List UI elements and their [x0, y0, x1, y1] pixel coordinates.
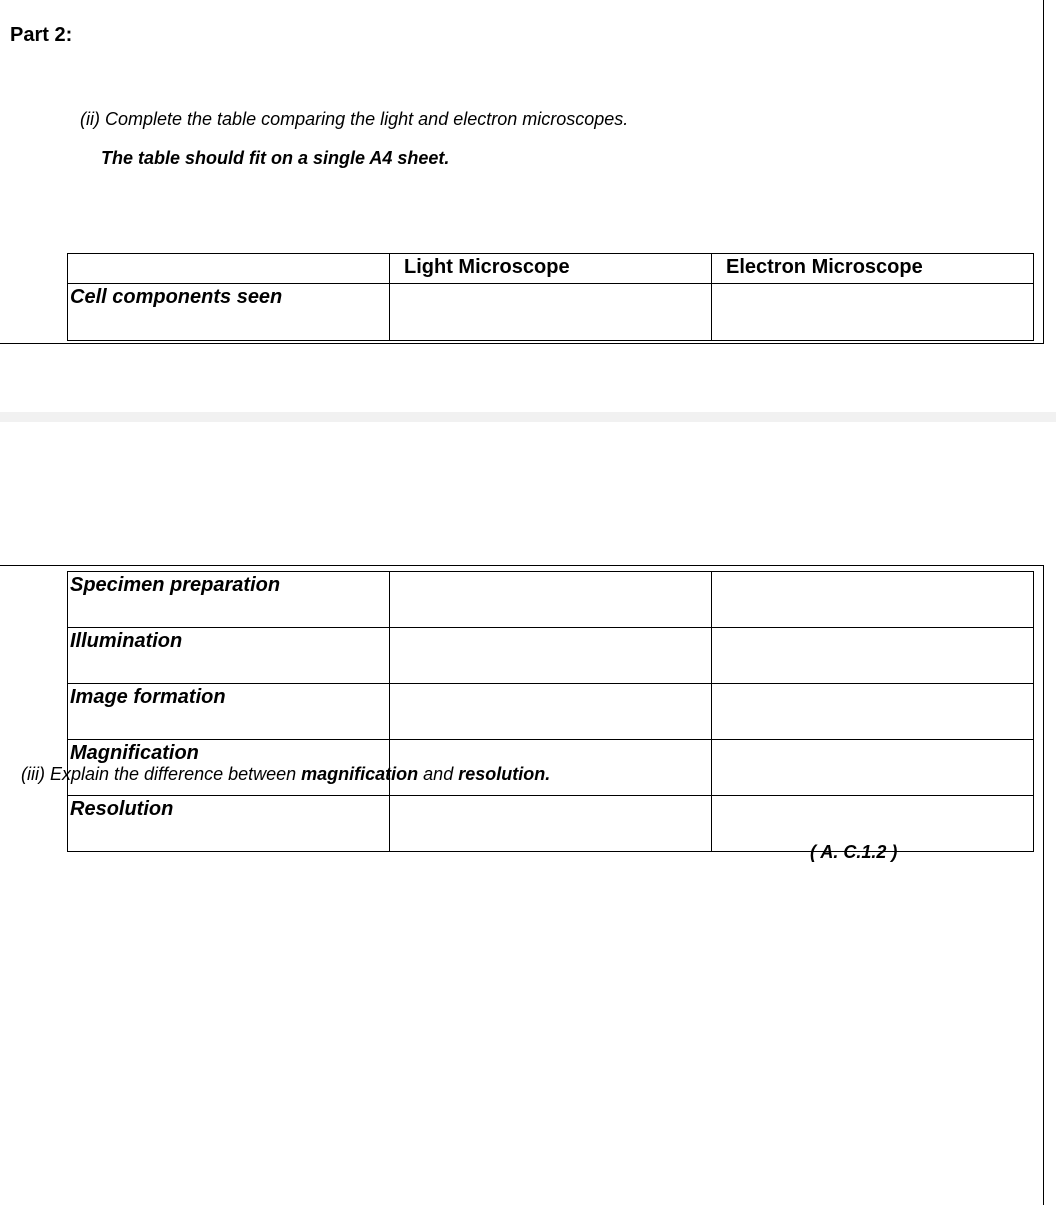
row-label-cell: [68, 572, 390, 628]
table-row: [68, 684, 1034, 740]
table-row: [68, 572, 1034, 628]
instruction-line: (ii) Complete the table comparing the light and electron microscopes.: [80, 109, 629, 129]
question-mid: and: [418, 764, 459, 784]
term-magnification: magnification: [301, 764, 419, 784]
row-label-cell: [68, 684, 390, 740]
electron-answer-cell[interactable]: [712, 684, 1034, 740]
question-iii: [21, 764, 550, 785]
page-separator: [0, 412, 1056, 422]
row-label: Specimen preparation: [70, 574, 281, 596]
term-resolution: resolution.: [458, 764, 551, 784]
row-label-cell: [68, 628, 390, 684]
row-label: Illumination: [70, 630, 183, 652]
electron-answer-cell[interactable]: [712, 284, 1034, 341]
header-light-microscope: Light Microscope: [390, 254, 712, 284]
instruction-emphasis: The table should fit on a single A4 sheet.: [101, 148, 450, 168]
header-electron-microscope: Electron Microscope: [712, 254, 1034, 284]
page-gap: [0, 344, 1056, 564]
page-1: [0, 0, 1044, 344]
table-row: [68, 628, 1034, 684]
comparison-table-continued: [67, 571, 1034, 852]
part-title: Part 2:: [10, 24, 73, 46]
light-answer-cell[interactable]: [390, 572, 712, 628]
row-label: Image formation: [70, 686, 226, 708]
electron-answer-cell[interactable]: [712, 628, 1034, 684]
row-label: Magnification: [70, 742, 199, 764]
light-answer-cell[interactable]: [390, 628, 712, 684]
row-label: Cell components seen: [70, 286, 283, 308]
light-answer-cell[interactable]: [390, 684, 712, 740]
table-row: [68, 284, 1034, 341]
row-label: Resolution: [70, 798, 174, 820]
electron-answer-cell[interactable]: [712, 572, 1034, 628]
light-answer-cell[interactable]: [390, 796, 712, 852]
electron-answer-cell[interactable]: [712, 740, 1034, 796]
assessment-criterion-ref: ( A. C.1.2 ): [810, 842, 898, 862]
comparison-table-top: [67, 253, 1034, 341]
table-header-row: [68, 254, 1034, 284]
row-label-cell: [68, 796, 390, 852]
page-2: [0, 565, 1044, 1205]
header-blank-cell: [68, 254, 390, 284]
question-prefix: (iii) Explain the difference between: [21, 764, 302, 784]
row-label-cell: [68, 284, 390, 341]
light-answer-cell[interactable]: [390, 284, 712, 341]
